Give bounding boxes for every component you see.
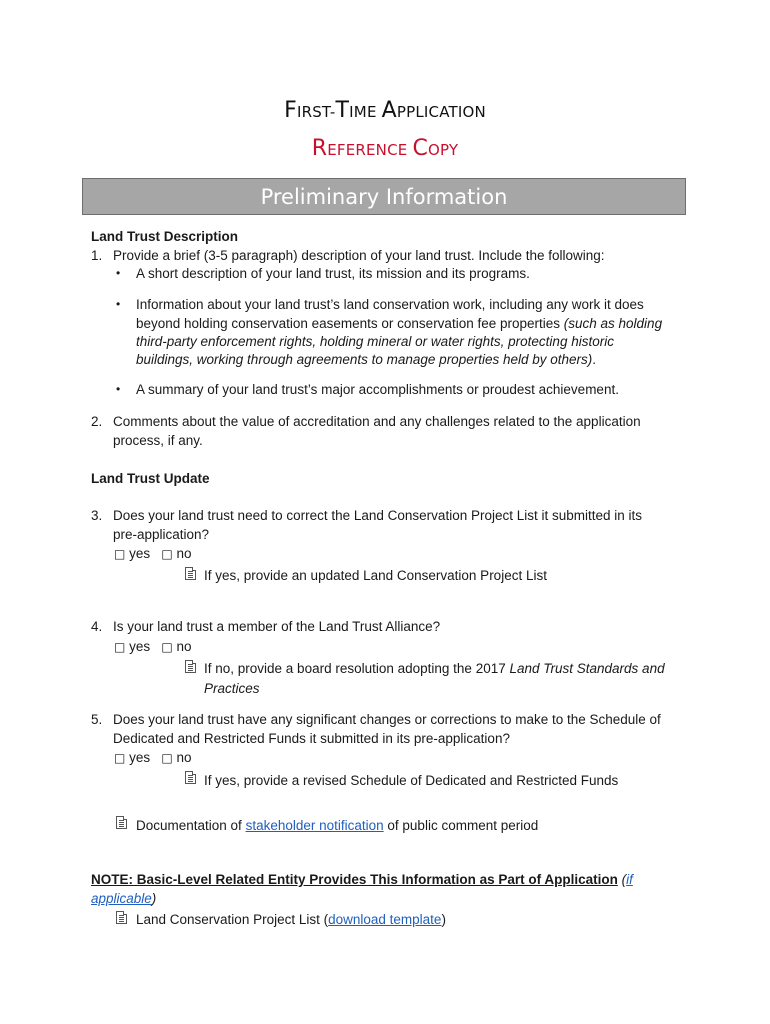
document-upload-icon[interactable] — [185, 660, 196, 673]
item3-options — [114, 544, 192, 564]
bullet2-line1: Information about your land trust’s land conservation work, including any work it does — [136, 297, 644, 312]
item2-line2: process, if any. — [113, 433, 203, 448]
item4-line1: Is your land trust a member of the Land Trust Alliance? — [113, 619, 441, 634]
no-checkbox[interactable]: □ — [161, 547, 173, 561]
bullet-marker: • — [116, 382, 121, 396]
subtitle-part: EFERENCE — [327, 141, 413, 159]
item4-upload-plain: If no, provide a board resolution adopting the 2017 — [204, 661, 510, 676]
download-template-link[interactable]: download template — [328, 912, 442, 927]
bullet2-line2 — [136, 314, 662, 333]
banner-text: Preliminary Information — [260, 184, 508, 209]
yes-checkbox[interactable]: □ — [114, 640, 126, 654]
no-label: no — [176, 546, 192, 561]
bullet-marker: • — [116, 266, 121, 280]
bullet2-line3: third-party enforcement rights, holding mineral or water rights, protecting historic — [136, 334, 614, 349]
bullet2-line2-plain: beyond holding conservation easements or conservation fee properties — [136, 316, 564, 331]
if-applicable-link[interactable]: if — [626, 872, 633, 887]
note-line1 — [91, 870, 633, 889]
section-heading-description: Land Trust Description — [91, 229, 239, 244]
item5-options — [114, 748, 192, 768]
item-number: 1. — [91, 248, 103, 263]
document-upload-icon[interactable] — [116, 816, 127, 829]
page-title — [0, 98, 770, 123]
item2-line1: Comments about the value of accreditation and any challenges related to the application — [113, 414, 641, 429]
yes-label: yes — [129, 546, 151, 561]
item3-line1: Does your land trust need to correct the Land Conservation Project List it submitted in its — [113, 508, 643, 523]
no-checkbox[interactable]: □ — [161, 640, 173, 654]
title-part: IRST- — [296, 103, 336, 121]
document-upload-icon[interactable] — [116, 911, 127, 924]
item-number: 2. — [91, 414, 103, 429]
item-number: 3. — [91, 508, 103, 523]
page-subtitle — [0, 136, 770, 161]
documentation-line — [136, 816, 538, 835]
title-letter: T — [335, 98, 350, 123]
yes-checkbox[interactable]: □ — [114, 547, 126, 561]
item3-upload-text: If yes, provide an updated Land Conservation Project List — [204, 568, 547, 583]
item5-line1: Does your land trust have any significant changes or corrections to make to the Schedule of — [113, 712, 661, 727]
documentation-prefix: Documentation of — [136, 818, 246, 833]
bullet2-line2-italic: (such as holding — [563, 316, 663, 331]
subtitle-letter: R — [311, 136, 328, 161]
item-number: 5. — [91, 712, 103, 727]
section-heading-update: Land Trust Update — [91, 471, 210, 486]
item4-options — [114, 637, 192, 657]
subtitle-part: OPY — [428, 141, 459, 159]
yes-label: yes — [129, 750, 151, 765]
bullet-marker: • — [116, 297, 121, 311]
yes-label: yes — [129, 639, 151, 654]
bullet1-text: A short description of your land trust, its mission and its programs. — [136, 266, 530, 281]
note-paren-open: ( — [617, 872, 627, 887]
item3-line2: pre-application? — [113, 527, 210, 542]
yes-checkbox[interactable]: □ — [114, 751, 126, 765]
note-line2 — [91, 889, 156, 908]
bullet2-line4-end: . — [592, 352, 597, 367]
stakeholder-notification-link[interactable]: stakeholder notification — [245, 818, 384, 833]
bullet2-line4-italic: buildings, working through agreements to manage properties held by others) — [136, 352, 593, 367]
no-label: no — [176, 750, 192, 765]
title-part: IME — [349, 103, 382, 121]
bullet3-text: A summary of your land trust’s major accomplishments or proudest achievement. — [136, 382, 619, 397]
item4-upload-italic: Land Trust Standards and — [509, 661, 665, 676]
section-banner — [82, 178, 686, 215]
note-upload-line — [136, 910, 446, 929]
note-upload-prefix: Land Conservation Project List ( — [136, 912, 329, 927]
documentation-suffix: of public comment period — [383, 818, 539, 833]
document-upload-icon[interactable] — [185, 771, 196, 784]
item4-upload-line2: Practices — [204, 681, 260, 696]
item5-upload-text: If yes, provide a revised Schedule of Dedicated and Restricted Funds — [204, 773, 619, 788]
item4-upload-line1 — [204, 659, 665, 678]
if-applicable-link[interactable]: applicable — [91, 891, 152, 906]
title-part: PPLICATION — [396, 103, 486, 121]
note-paren-close: ) — [151, 891, 157, 906]
title-letter: F — [284, 98, 297, 123]
bullet2-line4 — [136, 350, 596, 369]
note-bold-text: NOTE: Basic-Level Related Entity Provides This Information as Part of Application — [91, 872, 618, 887]
item-number: 4. — [91, 619, 103, 634]
item5-line2: Dedicated and Restricted Funds it submitted in its pre-application? — [113, 731, 510, 746]
subtitle-letter: C — [412, 136, 428, 161]
no-label: no — [176, 639, 192, 654]
note-upload-suffix: ) — [441, 912, 446, 927]
title-letter: A — [381, 98, 397, 123]
document-upload-icon[interactable] — [185, 567, 196, 580]
item1-text: Provide a brief (3-5 paragraph) description of your land trust. Include the following: — [113, 248, 605, 263]
no-checkbox[interactable]: □ — [161, 751, 173, 765]
